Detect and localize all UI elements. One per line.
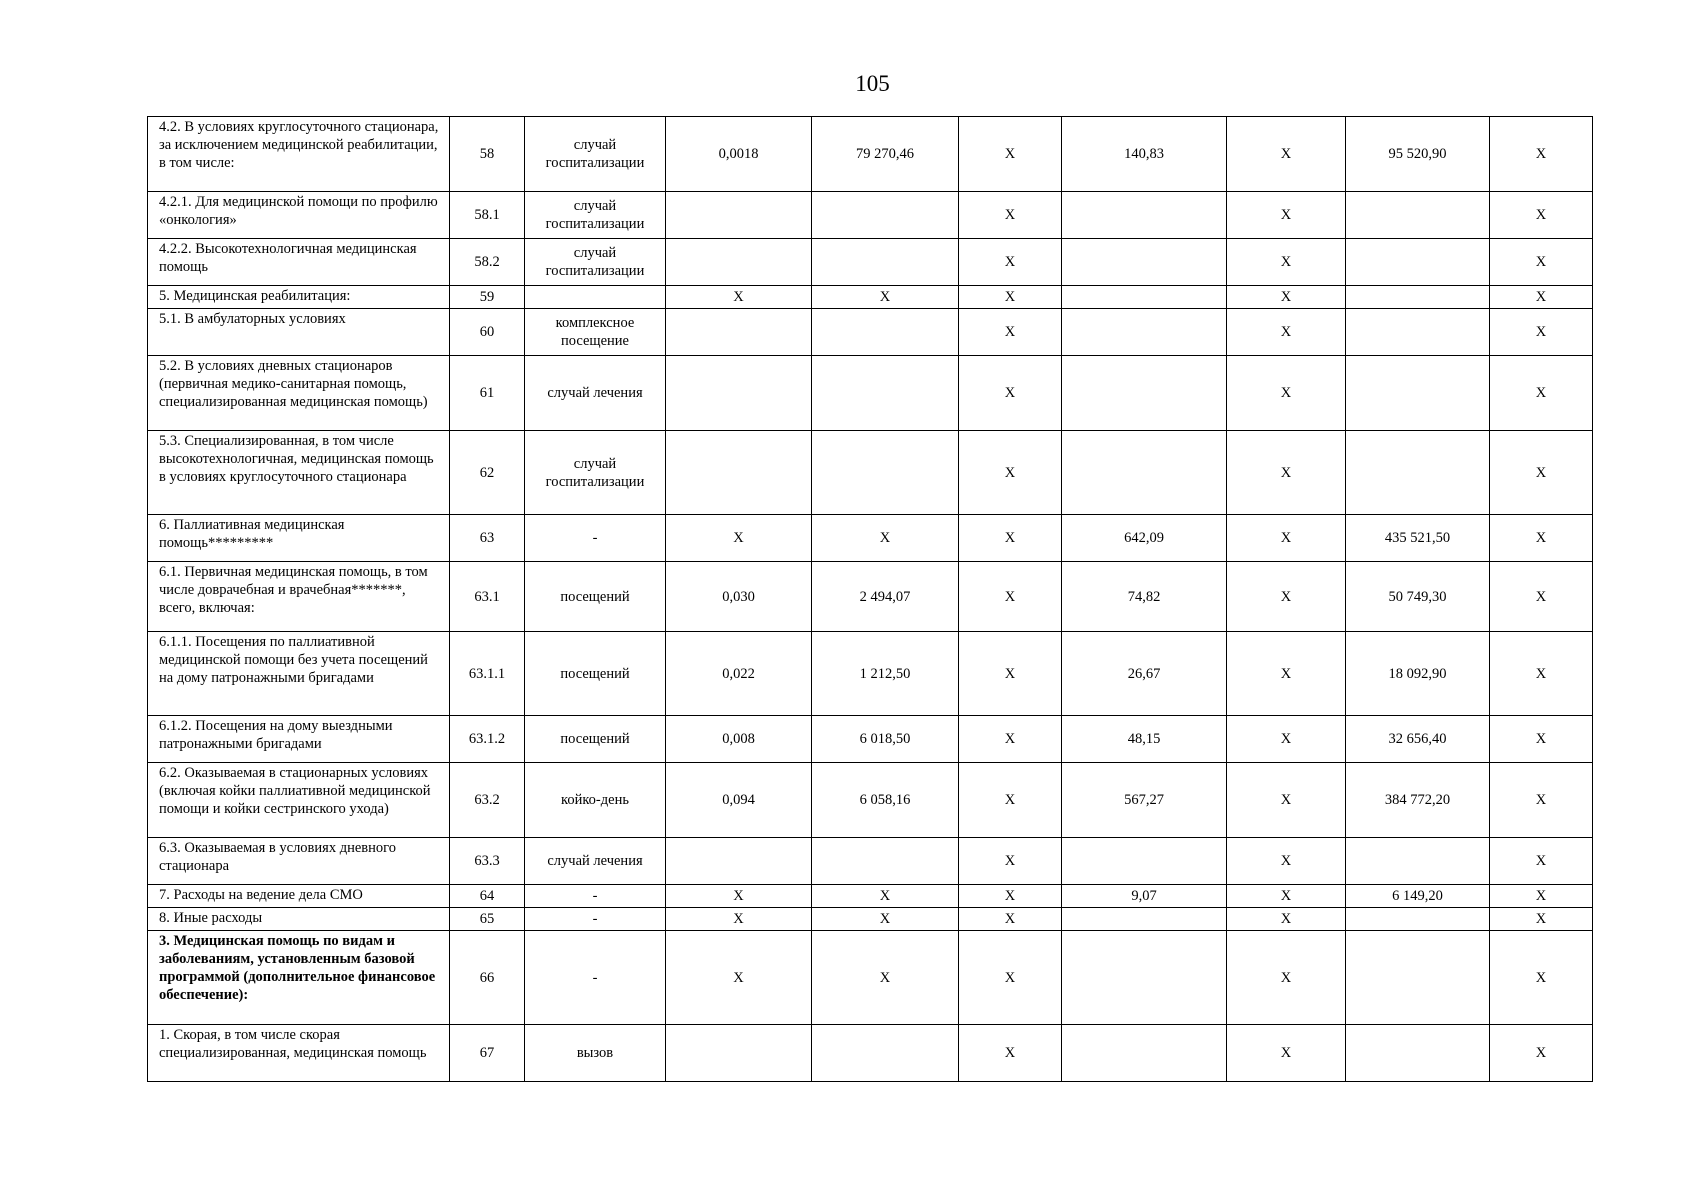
row-line-number: 63.1 [450,562,525,632]
table-row [148,763,1593,838]
row-col5: X [812,515,959,562]
row-col6: X [959,763,1062,838]
row-col6: X [959,356,1062,431]
row-col8: X [1227,239,1346,286]
row-col6: X [959,192,1062,239]
row-unit: - [525,885,666,908]
table-row [148,931,1593,1025]
row-unit: случай госпитализации [525,117,666,192]
row-col8: X [1227,309,1346,356]
row-col6: X [959,431,1062,515]
row-col7: 9,07 [1062,885,1227,908]
row-col8: X [1227,716,1346,763]
row-col8: X [1227,117,1346,192]
row-unit: случай лечения [525,838,666,885]
page-number: 105 [855,71,890,96]
row-col5: X [812,931,959,1025]
row-col10: X [1490,763,1593,838]
row-col8: X [1227,515,1346,562]
row-col8: X [1227,885,1346,908]
row-col4: 0,022 [666,632,812,716]
row-line-number: 62 [450,431,525,515]
row-col10: X [1490,885,1593,908]
row-col7: 74,82 [1062,562,1227,632]
row-col5: 6 018,50 [812,716,959,763]
row-col4 [666,431,812,515]
table-row [148,562,1593,632]
row-unit: посещений [525,562,666,632]
row-line-number: 63.3 [450,838,525,885]
row-col4: 0,094 [666,763,812,838]
row-col10: X [1490,431,1593,515]
row-col9 [1346,356,1490,431]
row-col10: X [1490,931,1593,1025]
row-col7 [1062,309,1227,356]
row-col10: X [1490,286,1593,309]
row-col9 [1346,1025,1490,1082]
row-unit: случай госпитализации [525,192,666,239]
row-name: 5.3. Специализированная, в том числе высокотехнологичная, медицинская помощь в условиях круглосуточного стационара [148,431,450,515]
row-col7 [1062,192,1227,239]
row-col4: X [666,908,812,931]
row-col6: X [959,562,1062,632]
row-col5 [812,356,959,431]
row-line-number: 67 [450,1025,525,1082]
row-col7: 48,15 [1062,716,1227,763]
row-col10: X [1490,1025,1593,1082]
table-row [148,716,1593,763]
row-col4: X [666,515,812,562]
row-col7 [1062,286,1227,309]
row-name: 5. Медицинская реабилитация: [148,286,450,309]
row-col4: 0,030 [666,562,812,632]
row-name: 6.1. Первичная медицинская помощь, в том числе доврачебная и врачебная*******, всего, включая: [148,562,450,632]
row-col6: X [959,931,1062,1025]
row-line-number: 66 [450,931,525,1025]
row-unit: койко-день [525,763,666,838]
row-col8: X [1227,431,1346,515]
row-col6: X [959,286,1062,309]
row-col9: 435 521,50 [1346,515,1490,562]
row-name: 1. Скорая, в том числе скорая специализированная, медицинская помощь [148,1025,450,1082]
table-row [148,117,1593,192]
row-line-number: 58.2 [450,239,525,286]
row-col6: X [959,239,1062,286]
row-col7: 140,83 [1062,117,1227,192]
row-unit: случай госпитализации [525,431,666,515]
row-name: 6.1.2. Посещения на дому выездными патронажными бригадами [148,716,450,763]
row-col9: 384 772,20 [1346,763,1490,838]
row-col10: X [1490,192,1593,239]
row-col9: 6 149,20 [1346,885,1490,908]
row-col6: X [959,716,1062,763]
row-col8: X [1227,908,1346,931]
row-col5 [812,431,959,515]
row-line-number: 58 [450,117,525,192]
row-col9 [1346,838,1490,885]
row-unit: посещений [525,716,666,763]
row-col9 [1346,286,1490,309]
row-name: 5.1. В амбулаторных условиях [148,309,450,356]
row-line-number: 65 [450,908,525,931]
row-col6: X [959,838,1062,885]
row-col9: 50 749,30 [1346,562,1490,632]
row-name: 4.2. В условиях круглосуточного стационара, за исключением медицинской реабилитации, в том числе: [148,117,450,192]
row-col9: 18 092,90 [1346,632,1490,716]
row-unit [525,286,666,309]
row-line-number: 64 [450,885,525,908]
row-col5 [812,239,959,286]
row-col4 [666,356,812,431]
row-unit: - [525,931,666,1025]
row-name: 4.2.1. Для медицинской помощи по профилю «онкология» [148,192,450,239]
row-name: 5.2. В условиях дневных стационаров (первичная медико-санитарная помощь, специализированная медицинская помощь) [148,356,450,431]
row-col6: X [959,885,1062,908]
row-col5: 1 212,50 [812,632,959,716]
row-col9: 95 520,90 [1346,117,1490,192]
row-col6: X [959,515,1062,562]
row-col4 [666,239,812,286]
row-col10: X [1490,716,1593,763]
row-col5: X [812,885,959,908]
row-col5: X [812,286,959,309]
row-col10: X [1490,562,1593,632]
row-col5 [812,1025,959,1082]
row-line-number: 63.1.1 [450,632,525,716]
row-col8: X [1227,192,1346,239]
row-line-number: 63 [450,515,525,562]
row-name: 7. Расходы на ведение дела СМО [148,885,450,908]
row-col6: X [959,309,1062,356]
row-name: 6.2. Оказываемая в стационарных условиях (включая койки паллиативной медицинской помощи и койки сестринского ухода) [148,763,450,838]
table-row [148,885,1593,908]
row-col4: 0,0018 [666,117,812,192]
row-col6: X [959,632,1062,716]
row-col10: X [1490,908,1593,931]
row-col5: 79 270,46 [812,117,959,192]
row-col10: X [1490,309,1593,356]
row-col8: X [1227,562,1346,632]
row-col4: X [666,931,812,1025]
row-col10: X [1490,239,1593,286]
row-col7 [1062,1025,1227,1082]
row-col4 [666,192,812,239]
row-col10: X [1490,838,1593,885]
row-col5: 6 058,16 [812,763,959,838]
row-line-number: 59 [450,286,525,309]
row-col7: 26,67 [1062,632,1227,716]
row-line-number: 63.2 [450,763,525,838]
table-row [148,515,1593,562]
row-col6: X [959,908,1062,931]
row-col9 [1346,908,1490,931]
row-unit: - [525,515,666,562]
row-col8: X [1227,286,1346,309]
row-col6: X [959,1025,1062,1082]
table-row [148,192,1593,239]
row-col7: 567,27 [1062,763,1227,838]
table-row [148,239,1593,286]
row-col7: 642,09 [1062,515,1227,562]
row-col8: X [1227,1025,1346,1082]
table-row [148,431,1593,515]
row-name: 6. Паллиативная медицинская помощь********* [148,515,450,562]
table-row [148,632,1593,716]
table-row [148,838,1593,885]
row-col9 [1346,239,1490,286]
row-col6: X [959,117,1062,192]
row-name: 4.2.2. Высокотехнологичная медицинская помощь [148,239,450,286]
row-col7 [1062,838,1227,885]
data-table [147,116,1593,1082]
row-col8: X [1227,632,1346,716]
row-col10: X [1490,117,1593,192]
row-name: 6.3. Оказываемая в условиях дневного стационара [148,838,450,885]
row-col4 [666,309,812,356]
row-unit: посещений [525,632,666,716]
row-col8: X [1227,763,1346,838]
row-col7 [1062,239,1227,286]
row-col9 [1346,431,1490,515]
row-name: 8. Иные расходы [148,908,450,931]
row-col8: X [1227,931,1346,1025]
row-col8: X [1227,356,1346,431]
row-col4: X [666,885,812,908]
row-col5 [812,309,959,356]
row-line-number: 61 [450,356,525,431]
row-col7 [1062,908,1227,931]
row-line-number: 60 [450,309,525,356]
table-row [148,1025,1593,1082]
row-col4: 0,008 [666,716,812,763]
row-col9 [1346,192,1490,239]
row-col5 [812,838,959,885]
table-row [148,356,1593,431]
table-body [148,117,1593,1082]
row-unit: вызов [525,1025,666,1082]
row-col5 [812,192,959,239]
table-row [148,309,1593,356]
row-line-number: 63.1.2 [450,716,525,763]
row-col7 [1062,356,1227,431]
row-col7 [1062,931,1227,1025]
row-unit: комплексное посещение [525,309,666,356]
row-col4: X [666,286,812,309]
row-col10: X [1490,515,1593,562]
row-col4 [666,1025,812,1082]
row-col4 [666,838,812,885]
row-col9: 32 656,40 [1346,716,1490,763]
row-line-number: 58.1 [450,192,525,239]
table-row [148,908,1593,931]
row-col9 [1346,309,1490,356]
row-col7 [1062,431,1227,515]
row-col9 [1346,931,1490,1025]
row-col10: X [1490,356,1593,431]
row-unit: случай лечения [525,356,666,431]
table-row [148,286,1593,309]
row-col5: X [812,908,959,931]
row-unit: случай госпитализации [525,239,666,286]
row-name: 6.1.1. Посещения по паллиативной медицинской помощи без учета посещений на дому патронажными бригадами [148,632,450,716]
row-col5: 2 494,07 [812,562,959,632]
row-col8: X [1227,838,1346,885]
row-name: 3. Медицинская помощь по видам и заболеваниям, установленным базовой программой (дополнительное финансовое обеспечение): [148,931,450,1025]
row-unit: - [525,908,666,931]
row-col10: X [1490,632,1593,716]
